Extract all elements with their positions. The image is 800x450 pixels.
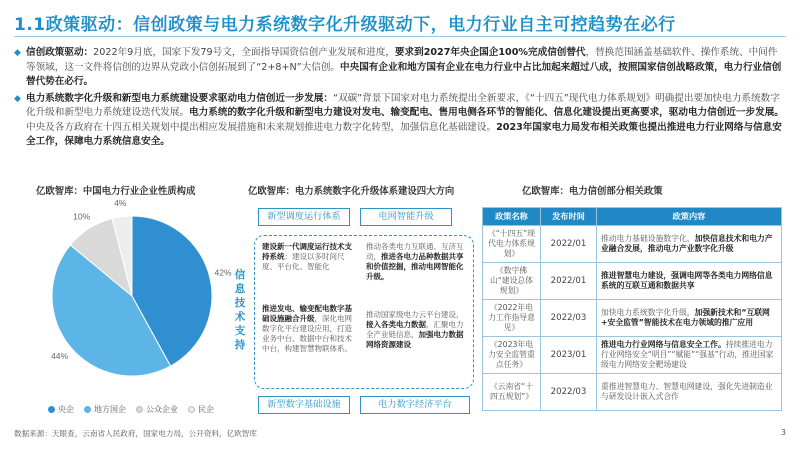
diagram-tag-economy: 电力数字经济平台 [360,396,470,414]
legend-label: 地方国企 [94,405,126,414]
diamond-bullet-icon: ◆ [14,93,21,104]
policy-name: 《“十四五”现代电力体系规划》 [483,226,541,263]
diamond-bullet-icon: ◆ [14,48,21,58]
diagram-title: 亿欧智库：电力系统数字化升级体系建设四大方向 [248,186,455,197]
policy-name: 《云南省“十四五规划”》 [483,374,541,411]
table-header-row [483,208,782,226]
bullet-list [14,46,786,152]
legend-item [136,404,178,415]
policy-date: 2022/01 [541,263,597,300]
legend-swatch [48,406,55,413]
policy-date: 2022/01 [541,226,597,263]
policy-name: 《2022年电力工作指导意见》 [483,300,541,337]
data-source-note: 数据来源：天眼查，云南省人民政府，国家电力局，公开资料，亿欧智库 [14,429,257,438]
legend-swatch [188,406,195,413]
legend-swatch [136,406,143,413]
legend-label: 民企 [198,405,214,414]
diagram-tag-infrastructure: 新型数字基础设施 [258,396,350,414]
table-row [483,263,782,300]
diagram-cell: 建设新一代调度运行技术支持系统：建设以多时间尺度、平台化、智能化 [262,242,352,271]
bullet-item [14,92,786,150]
diagram-cell: 推动国家级电力云平台建设，接入各类电力数据，汇聚电力全产业链信息，加强电力数据网络资源建设 [366,310,464,349]
legend-label: 央企 [58,405,74,414]
ownership-pie-chart [22,198,232,403]
table-header: 政策内容 [597,208,782,226]
policy-name: 《数字佛山“建设总体规划》 [483,263,541,300]
table-header: 发布时间 [541,208,597,226]
policy-table [482,207,782,411]
policy-date: 2022/03 [541,300,597,337]
diagram-cell: 推进发电、输变配电数字基础设施融合升级，深化电网数字化平台建设应用，打造业务中台、数据中台和技术中台，构建智慧物联体系。 [262,304,352,353]
bullet-text: 信创政策驱动：2022年9月底，国家下发79号文，全面指导国资信创产业发展和进度，要求到2027年央企国企100%完成信创替代，替换范围涵盖基础软件、操作系统、中间件等领域，这一文件将信创的边界从党政小信创拓展到了“2+8+N”大信创。中央国有企业和地方国有企业在电力行业中占比加起来超过八成，按照国家信创战略政策，电力行业信创替代势在必行。 [26,47,782,87]
policy-date: 2022/03 [541,374,597,411]
title-divider [14,36,786,37]
bullet-item [14,46,786,90]
table-row [483,226,782,263]
policy-name: 《2023年电力安全监管重点任务》 [483,337,541,374]
table-row [483,337,782,374]
policy-content: 重推进智慧电力、智慧电网建设，强化先进制造业与研发设计嵌入式合作 [597,374,782,411]
table-title: 亿欧智库：电力信创部分相关政策 [522,186,663,197]
pie-data-label: 42% [214,267,232,278]
bullet-text: 电力系统数字化升级和新型电力系统建设要求驱动电力信创近一步发展：“双碳”背景下国家对电力系统提出全新要求，《“十四五”现代电力体系规划》明确提出要加快电力系统数字化升级和新型电力系统建设迭代发展。电力系统的数字化升级和新型电力建设对发电、输变配电、售用电侧各环节的智能化、信息化建设提出更高要求，驱动电力信创近一步发展。中央及各方政府在十四五相关规划中提出相应发展措施和未来规划推进电力数字化转型，加强信息化基础建设。2023年国家电力局发布相关政策也提出推进电力行业网络与信息安全工作，保障电力系统信息安全。 [26,92,784,147]
pie-legend [48,404,214,415]
legend-item [48,404,74,415]
diagram-tag-dispatch: 新型调度运行体系 [258,208,350,226]
diagram-cell: 推动各类电力互联通、互济互动，推进各电力品种数据共享和价值挖掘，推动电网智能化升级。 [366,242,464,281]
pie-data-label: 10% [73,211,91,222]
page-number: 3 [780,428,786,437]
policy-content: 推动电力基础设施数字化，加快信息技术和电力产业融合发展，推动电力产业数字化升级 [597,226,782,263]
table-row [483,300,782,337]
policy-date: 2023/01 [541,337,597,374]
diagram-vertical-label: 信息技术支持 [234,269,246,351]
legend-label: 公众企业 [146,405,178,414]
policy-content: 推进智慧电力建设，强调电网等各类电力网络信息系统的互联互通和数据共享 [597,263,782,300]
legend-item [84,404,126,415]
pie-data-label: 4% [114,198,127,208]
legend-swatch [84,406,91,413]
page-title: 1.1政策驱动：信创政策与电力系统数字化升级驱动下，电力行业自主可控趋势在必行 [14,15,676,35]
table-row [483,374,782,411]
policy-content: 推进电力行业网络与信息安全工作。持续推进电力行业网络安全“明目”“赋能”“强基”行动，推进国家级电力网络安全靶场建设 [597,337,782,374]
pie-chart-title: 亿欧智库：中国电力行业企业性质构成 [36,186,196,197]
pie-data-label: 44% [51,350,69,361]
diagram-tag-grid: 电网智能升级 [360,208,452,226]
legend-item [188,404,214,415]
policy-content: 加快电力系统数字化升级，加强新技术和“互联网+安全监管”智能技术在电力领域的推广应用 [597,300,782,337]
digital-upgrade-diagram [232,198,478,416]
table-header: 政策名称 [483,208,541,226]
